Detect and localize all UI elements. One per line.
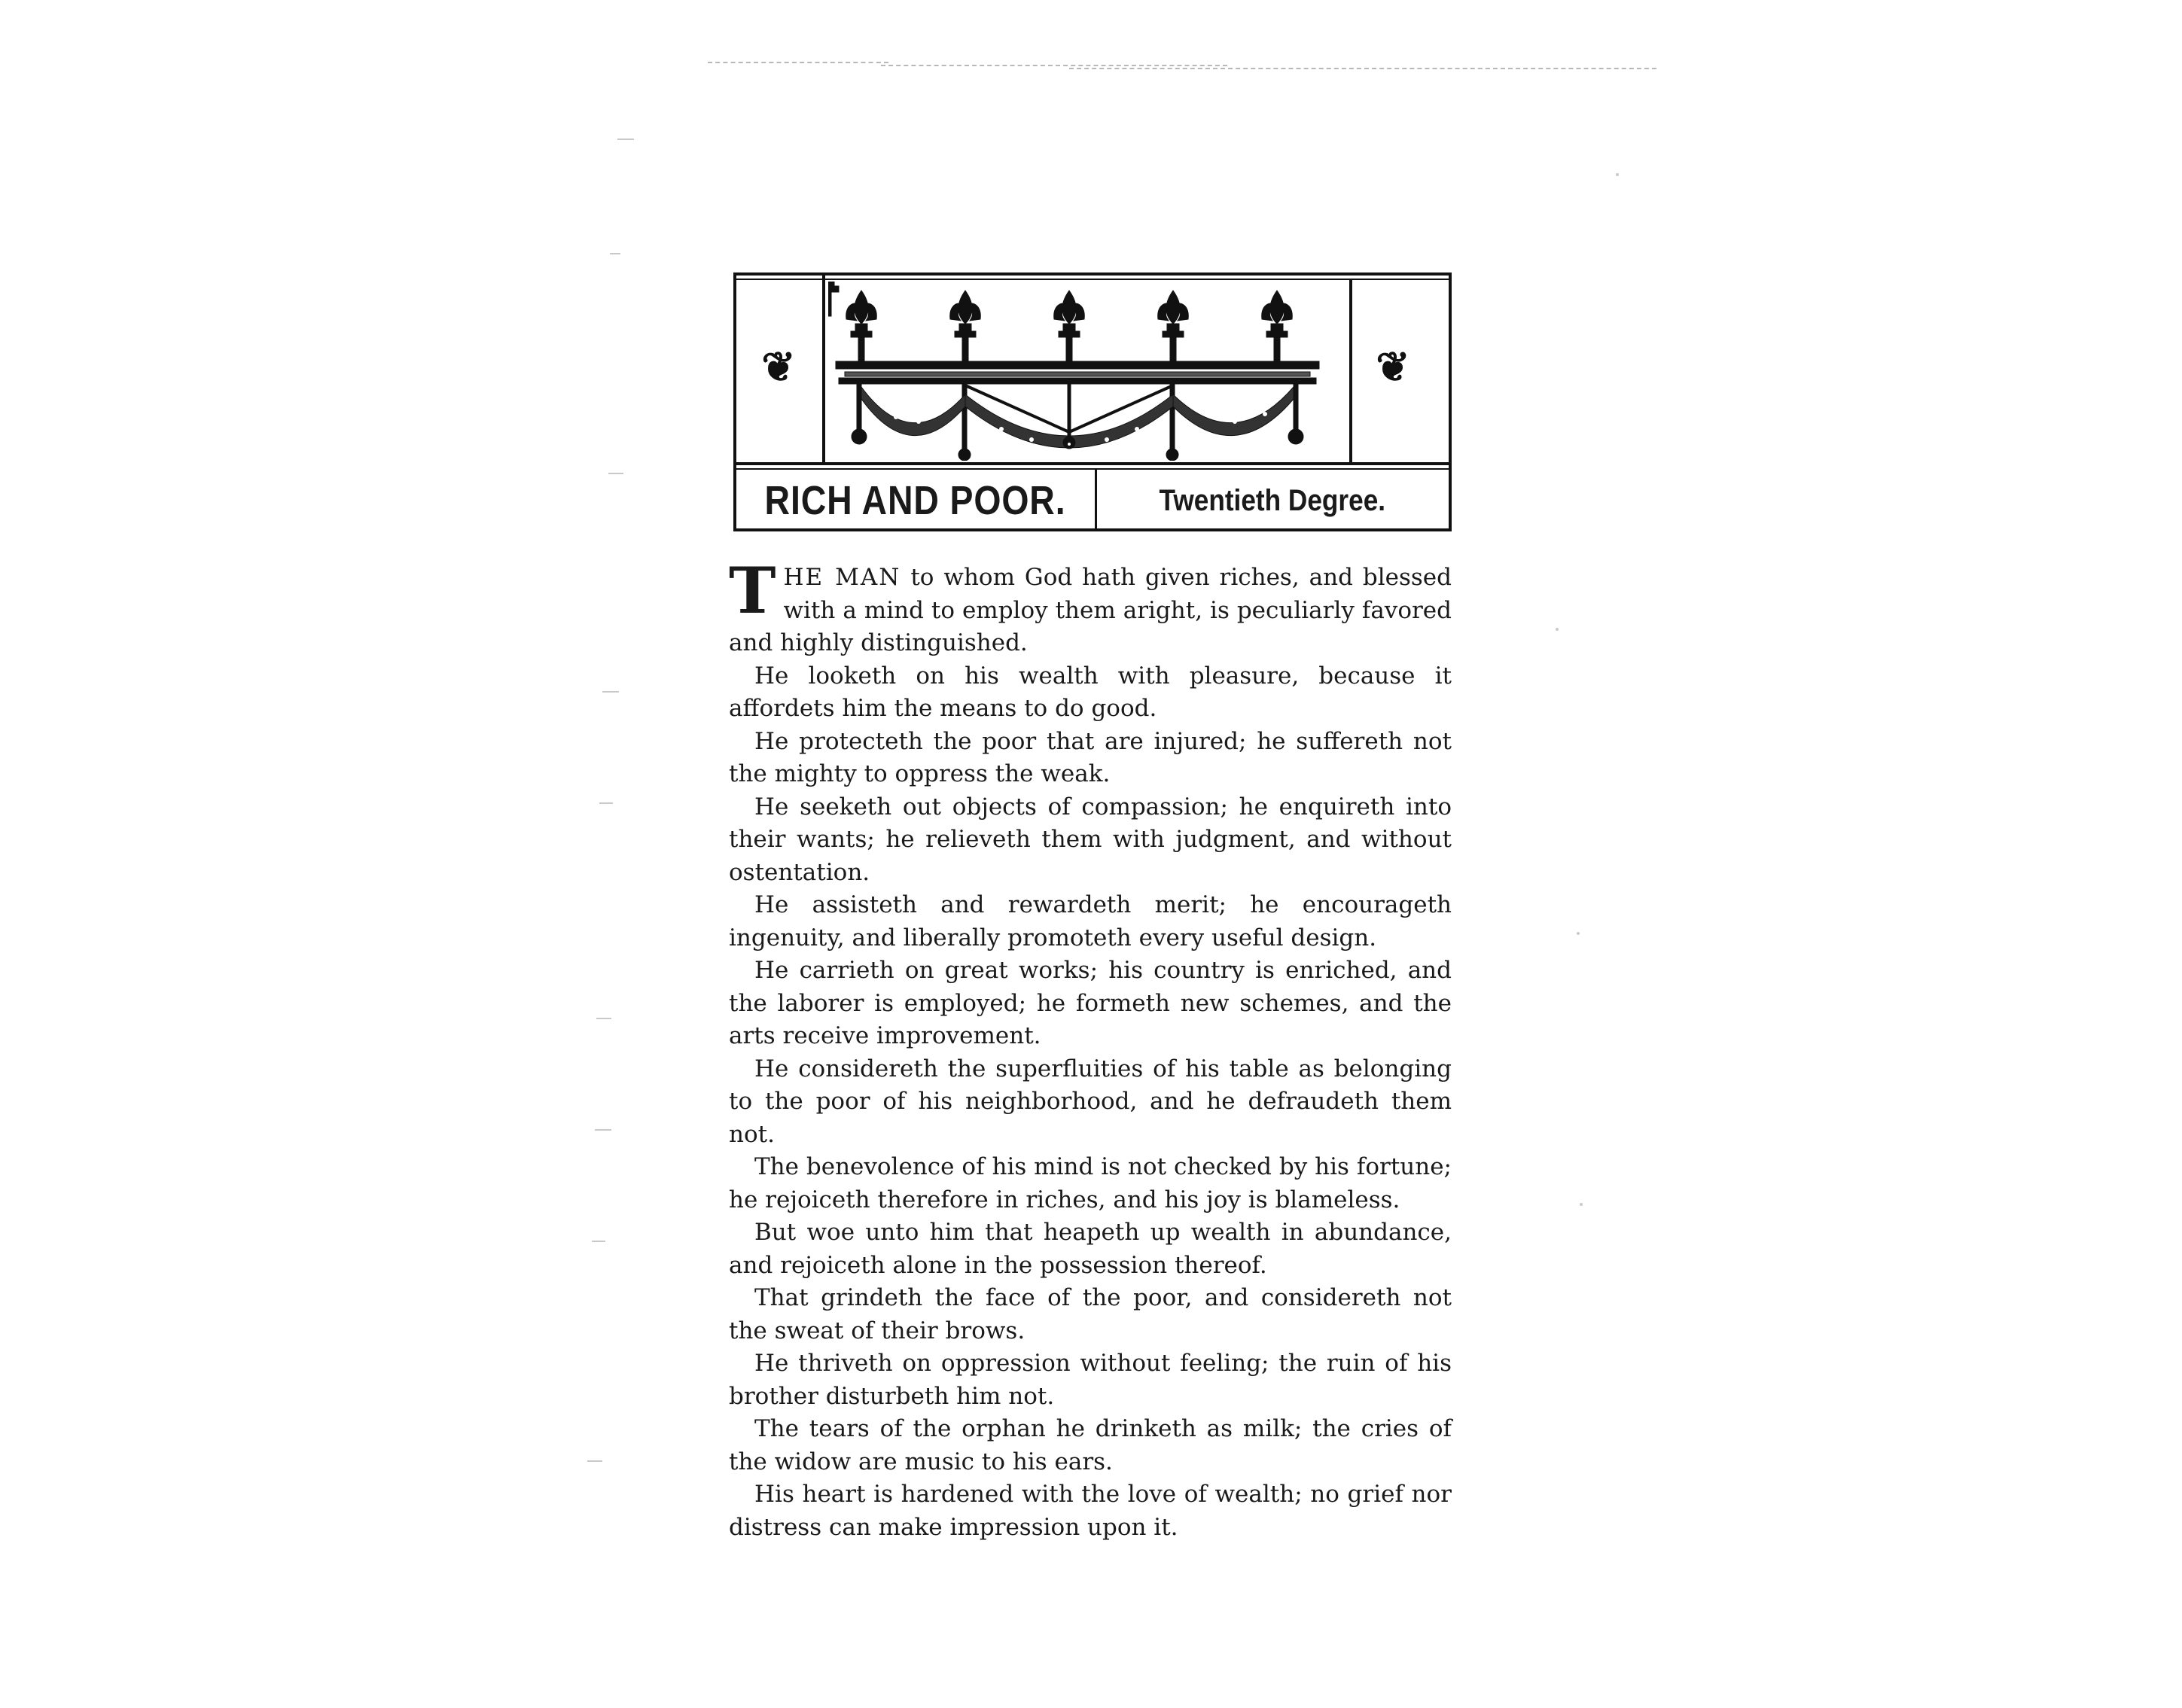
garland-ornament-icon	[828, 282, 1327, 461]
paragraph: He considereth the superfluities of his table as belonging to the poor of his neighborhood, and he defraudeth them not.	[729, 1055, 1452, 1148]
scan-speck	[599, 802, 613, 804]
paragraph: He seeketh out objects of compassion; he enquireth into their wants; he relieveth them with judgment, and without ostentation.	[729, 793, 1452, 886]
scan-speck	[610, 253, 620, 254]
paragraph: The tears of the orphan he drinketh as milk; the cries of the widow are music to his ears.	[729, 1415, 1452, 1475]
garland-ornament	[828, 282, 1327, 461]
paragraph: He assisteth and rewardeth merit; he encourageth ingenuity, and liberally promoteth every useful design.	[729, 891, 1452, 951]
panel-divider-left	[822, 276, 825, 464]
chapter-title: RICH AND POOR.	[765, 478, 1066, 523]
scan-speck	[596, 1018, 611, 1019]
chapter-degree-cell	[1098, 473, 1447, 528]
scan-speck	[1580, 1203, 1583, 1206]
scan-artifact-line	[1069, 68, 1656, 69]
scan-artifact-line	[881, 65, 1227, 66]
panel-divider-right	[1349, 280, 1352, 464]
scan-speck	[602, 691, 619, 693]
scan-speck	[617, 139, 634, 140]
scan-speck	[592, 1241, 605, 1242]
paragraph: But woe unto him that heapeth up wealth in abundance, and rejoiceth alone in the possession thereof.	[729, 1219, 1452, 1279]
lead-caps: HE MAN	[783, 564, 901, 591]
paragraph: His heart is hardened with the love of wealth; no grief nor distress can make impression upon it.	[729, 1481, 1452, 1541]
bottom-rule	[733, 528, 1452, 531]
paragraph: That grindeth the face of the poor, and considereth not the sweat of their brows.	[729, 1284, 1452, 1344]
scan-speck	[595, 1129, 611, 1131]
paragraph: He looketh on his wealth with pleasure, because it affordets him the means to do good.	[729, 662, 1452, 722]
paragraph: He carrieth on great works; his country is enriched, and the laborer is employed; he formeth new schemes, and the arts receive improvement.	[729, 957, 1452, 1049]
paragraph-text: to whom God hath given riches, and blessed with a mind to employ them aright, is peculiarly favored and highly distinguished.	[729, 564, 1452, 656]
fleuron-right-icon: ❦	[1376, 343, 1410, 391]
fleuron-left-icon: ❦	[761, 343, 796, 391]
chapter-degree: Twentieth Degree.	[1159, 483, 1386, 517]
mid-rule-inner	[733, 468, 1452, 470]
scan-speck	[608, 473, 623, 474]
chapter-header	[733, 272, 1452, 533]
drop-cap: T	[729, 553, 776, 628]
paragraph-1	[729, 553, 1452, 660]
top-rule	[733, 272, 1452, 276]
scan-speck	[1556, 628, 1559, 631]
paragraph: He protecteth the poor that are injured; he suffereth not the mighty to oppress the weak.	[729, 727, 1452, 787]
paragraph: The benevolence of his mind is not checked by his fortune; he rejoiceth therefore in riches, and his joy is blameless.	[729, 1153, 1452, 1213]
mid-rule	[733, 462, 1452, 465]
scan-speck	[1616, 173, 1619, 176]
scan-artifact-line	[708, 62, 888, 63]
paragraph: He thriveth on oppression without feeling; the ruin of his brother disturbeth him not.	[729, 1350, 1452, 1410]
title-divider	[1095, 470, 1097, 530]
chapter-title-cell	[736, 473, 1095, 528]
scan-speck	[587, 1460, 602, 1462]
right-border	[1449, 272, 1452, 531]
chapter-body	[729, 553, 1452, 1544]
scan-speck	[1577, 932, 1580, 935]
top-rule-inner	[733, 279, 1452, 280]
